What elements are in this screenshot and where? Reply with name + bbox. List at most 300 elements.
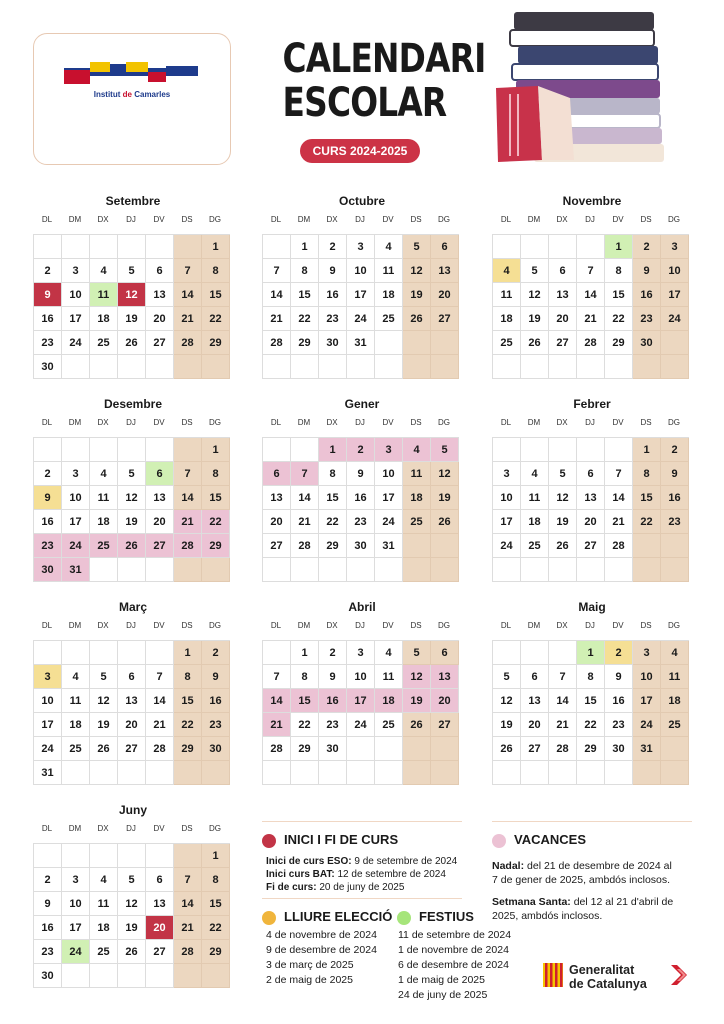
legend-lliure-title: LLIURE ELECCIÓ (262, 909, 392, 925)
empty-day-cell (577, 438, 605, 462)
day-cell: 30 (34, 558, 62, 582)
day-cell: 23 (34, 331, 62, 355)
empty-day-cell (34, 438, 62, 462)
day-cell: 31 (62, 558, 90, 582)
day-cell: 16 (34, 307, 62, 331)
day-cell: 26 (118, 940, 146, 964)
day-cell: 24 (375, 510, 403, 534)
weekday-label: DV (153, 215, 165, 224)
weekday-label: DM (297, 621, 311, 630)
empty-day-cell (661, 737, 689, 761)
day-cell: 1 (202, 235, 230, 259)
weekday-label: DG (438, 621, 450, 630)
empty-day-cell (375, 355, 403, 379)
empty-day-cell (90, 844, 118, 868)
weekday-label: DX (326, 215, 338, 224)
day-cell: 25 (403, 510, 431, 534)
empty-day-cell (661, 761, 689, 785)
day-cell: 22 (202, 510, 230, 534)
day-cell: 21 (577, 307, 605, 331)
weekday-label: DS (640, 215, 652, 224)
empty-day-cell (403, 331, 431, 355)
empty-day-cell (549, 235, 577, 259)
empty-day-cell (118, 438, 146, 462)
day-cell: 22 (174, 713, 202, 737)
weekday-header (33, 215, 233, 229)
month-calendar (262, 193, 462, 379)
empty-day-cell (493, 641, 521, 665)
day-cell: 26 (90, 737, 118, 761)
day-cell: 15 (174, 689, 202, 713)
day-cell: 26 (549, 534, 577, 558)
day-cell: 24 (347, 307, 375, 331)
day-cell: 22 (202, 307, 230, 331)
empty-day-cell (202, 964, 230, 988)
day-cell: 9 (34, 892, 62, 916)
day-cell: 28 (577, 331, 605, 355)
day-cell: 3 (661, 235, 689, 259)
day-cell: 27 (263, 534, 291, 558)
day-cell: 13 (146, 283, 174, 307)
empty-day-cell (403, 761, 431, 785)
empty-day-cell (605, 761, 633, 785)
day-cell: 3 (375, 438, 403, 462)
weekday-label: DS (410, 215, 422, 224)
day-cell: 17 (34, 713, 62, 737)
empty-day-cell (403, 355, 431, 379)
day-cell: 9 (661, 462, 689, 486)
month-calendar (33, 802, 233, 988)
day-cell: 2 (633, 235, 661, 259)
weekday-label: DG (438, 418, 450, 427)
weekday-label: DX (326, 621, 338, 630)
month-calendar (492, 193, 692, 379)
day-cell: 8 (291, 259, 319, 283)
day-cell: 3 (62, 259, 90, 283)
empty-day-cell (174, 558, 202, 582)
day-cell: 1 (202, 844, 230, 868)
weekday-label: DJ (126, 824, 136, 833)
day-cell: 30 (34, 355, 62, 379)
day-cell: 11 (90, 283, 118, 307)
day-cell: 2 (34, 462, 62, 486)
weekday-label: DJ (126, 621, 136, 630)
weekday-label: DX (556, 621, 568, 630)
day-cell: 17 (347, 283, 375, 307)
day-cell: 9 (202, 665, 230, 689)
weekday-label: DL (270, 621, 282, 630)
day-cell: 5 (90, 665, 118, 689)
month-calendar (33, 396, 233, 582)
legend-vacances-setmana-santa: Setmana Santa: del 12 al 21 d'abril de 2025, ambdós inclosos. (492, 896, 674, 922)
empty-day-cell (62, 641, 90, 665)
day-cell: 22 (291, 713, 319, 737)
empty-day-cell (493, 235, 521, 259)
empty-day-cell (521, 438, 549, 462)
day-cell: 3 (493, 462, 521, 486)
day-cell: 21 (263, 307, 291, 331)
day-cell: 13 (521, 689, 549, 713)
books-illustration (490, 10, 670, 166)
empty-day-cell (118, 964, 146, 988)
day-cell: 20 (146, 510, 174, 534)
day-cell: 21 (549, 713, 577, 737)
day-cell: 4 (90, 259, 118, 283)
weekday-header (492, 621, 692, 635)
day-cell: 7 (605, 462, 633, 486)
empty-day-cell (146, 844, 174, 868)
day-cell: 6 (146, 259, 174, 283)
day-cell: 21 (174, 510, 202, 534)
empty-day-cell (403, 534, 431, 558)
day-cell: 10 (62, 892, 90, 916)
month-calendar (262, 599, 462, 785)
day-cell: 26 (521, 331, 549, 355)
weekday-label: DV (153, 621, 165, 630)
day-cell: 30 (605, 737, 633, 761)
weekday-label: DL (41, 215, 53, 224)
day-cell: 13 (431, 259, 459, 283)
empty-day-cell (118, 235, 146, 259)
curs-dot-icon (262, 834, 276, 848)
day-cell: 25 (90, 534, 118, 558)
day-cell: 22 (577, 713, 605, 737)
weekday-label: DV (612, 418, 624, 427)
day-cell: 20 (521, 713, 549, 737)
day-cell: 10 (661, 259, 689, 283)
day-cell: 5 (521, 259, 549, 283)
empty-day-cell (431, 761, 459, 785)
day-cell: 29 (291, 737, 319, 761)
day-cell: 5 (493, 665, 521, 689)
empty-day-cell (90, 235, 118, 259)
day-cell: 22 (291, 307, 319, 331)
day-cell: 5 (118, 868, 146, 892)
day-cell: 7 (263, 665, 291, 689)
day-cell: 2 (319, 641, 347, 665)
empty-day-cell (431, 355, 459, 379)
weekday-label: DL (41, 824, 53, 833)
school-logo-graphic (64, 60, 198, 88)
legend-divider (492, 821, 692, 822)
day-cell: 15 (291, 283, 319, 307)
day-cell: 26 (118, 534, 146, 558)
day-cell: 19 (431, 486, 459, 510)
day-cell: 15 (577, 689, 605, 713)
weekday-label: DX (97, 824, 109, 833)
day-cell: 15 (605, 283, 633, 307)
weekday-label: DM (297, 418, 311, 427)
empty-day-cell (549, 641, 577, 665)
empty-day-cell (62, 235, 90, 259)
weekday-label: DG (209, 215, 221, 224)
day-cell: 26 (431, 510, 459, 534)
legend-divider (262, 821, 462, 822)
day-cell: 12 (403, 665, 431, 689)
day-cell: 11 (493, 283, 521, 307)
day-cell: 7 (174, 462, 202, 486)
day-cell: 16 (605, 689, 633, 713)
weekday-label: DX (97, 215, 109, 224)
empty-day-cell (62, 761, 90, 785)
empty-day-cell (146, 438, 174, 462)
day-cell: 29 (605, 331, 633, 355)
empty-day-cell (90, 761, 118, 785)
weekday-label: DM (527, 215, 541, 224)
day-cell: 17 (62, 510, 90, 534)
day-cell: 7 (549, 665, 577, 689)
legend-divider (262, 898, 462, 899)
empty-day-cell (431, 534, 459, 558)
day-cell: 4 (375, 235, 403, 259)
empty-day-cell (403, 558, 431, 582)
month-day-grid (33, 437, 230, 582)
weekday-label: DJ (585, 621, 595, 630)
day-cell: 28 (605, 534, 633, 558)
day-cell: 13 (431, 665, 459, 689)
day-cell: 13 (549, 283, 577, 307)
day-cell: 4 (62, 665, 90, 689)
day-cell: 18 (90, 307, 118, 331)
weekday-label: DS (410, 418, 422, 427)
day-cell: 20 (577, 510, 605, 534)
day-cell: 30 (34, 964, 62, 988)
weekday-label: DG (209, 418, 221, 427)
empty-day-cell (146, 235, 174, 259)
day-cell: 14 (146, 689, 174, 713)
day-cell: 19 (403, 283, 431, 307)
day-cell: 20 (549, 307, 577, 331)
weekday-label: DS (410, 621, 422, 630)
weekday-label: DV (382, 215, 394, 224)
empty-day-cell (34, 641, 62, 665)
empty-day-cell (577, 761, 605, 785)
empty-day-cell (146, 558, 174, 582)
empty-day-cell (174, 355, 202, 379)
empty-day-cell (431, 737, 459, 761)
day-cell: 27 (146, 534, 174, 558)
day-cell: 30 (347, 534, 375, 558)
day-cell: 2 (319, 235, 347, 259)
month-name: Maig (578, 600, 606, 614)
day-cell: 4 (375, 641, 403, 665)
day-cell: 9 (633, 259, 661, 283)
empty-day-cell (263, 438, 291, 462)
day-cell: 24 (34, 737, 62, 761)
page-title-line1: CALENDARI (282, 36, 486, 82)
day-cell: 30 (202, 737, 230, 761)
day-cell: 17 (493, 510, 521, 534)
day-cell: 27 (146, 331, 174, 355)
empty-day-cell (90, 964, 118, 988)
empty-day-cell (521, 558, 549, 582)
month-name: Març (118, 600, 147, 614)
legend-curs-text: Inici de curs ESO: 9 de setembre de 2024 Inici curs BAT: 12 de setembre de 2024 Fi de curs: 20 de juny de 2025 (266, 856, 458, 893)
day-cell: 23 (661, 510, 689, 534)
day-cell: 20 (118, 713, 146, 737)
day-cell: 19 (521, 307, 549, 331)
day-cell: 28 (174, 940, 202, 964)
day-cell: 10 (34, 689, 62, 713)
empty-day-cell (118, 355, 146, 379)
empty-day-cell (263, 641, 291, 665)
empty-day-cell (118, 558, 146, 582)
day-cell: 26 (493, 737, 521, 761)
empty-day-cell (431, 331, 459, 355)
generalitat-name: Generalitat de Catalunya (569, 963, 647, 991)
empty-day-cell (661, 355, 689, 379)
month-day-grid (492, 234, 689, 379)
day-cell: 11 (403, 462, 431, 486)
day-cell: 18 (62, 713, 90, 737)
day-cell: 5 (403, 235, 431, 259)
day-cell: 1 (291, 641, 319, 665)
day-cell: 26 (403, 713, 431, 737)
lliure-dot-icon (262, 911, 276, 925)
day-cell: 21 (174, 307, 202, 331)
day-cell: 10 (347, 665, 375, 689)
empty-day-cell (174, 438, 202, 462)
day-cell: 24 (62, 331, 90, 355)
empty-day-cell (633, 355, 661, 379)
day-cell: 27 (431, 713, 459, 737)
empty-day-cell (291, 438, 319, 462)
day-cell: 9 (319, 259, 347, 283)
day-cell: 1 (202, 438, 230, 462)
day-cell: 11 (90, 486, 118, 510)
empty-day-cell (146, 355, 174, 379)
day-cell: 28 (263, 737, 291, 761)
course-badge: CURS 2024-2025 (300, 139, 420, 163)
weekday-label: DG (668, 215, 680, 224)
generalitat-logo (543, 961, 703, 995)
empty-day-cell (661, 331, 689, 355)
day-cell: 1 (633, 438, 661, 462)
day-cell: 21 (146, 713, 174, 737)
day-cell: 11 (375, 259, 403, 283)
day-cell: 29 (202, 940, 230, 964)
day-cell: 11 (661, 665, 689, 689)
day-cell: 15 (202, 283, 230, 307)
day-cell: 18 (661, 689, 689, 713)
empty-day-cell (62, 964, 90, 988)
month-calendar (492, 599, 692, 785)
day-cell: 25 (90, 331, 118, 355)
empty-day-cell (661, 534, 689, 558)
empty-day-cell (118, 641, 146, 665)
empty-day-cell (34, 235, 62, 259)
day-cell: 8 (202, 868, 230, 892)
day-cell: 24 (62, 940, 90, 964)
day-cell: 6 (146, 462, 174, 486)
day-cell: 12 (118, 486, 146, 510)
day-cell: 22 (605, 307, 633, 331)
day-cell: 25 (90, 940, 118, 964)
month-name: Febrer (573, 397, 611, 411)
day-cell: 11 (62, 689, 90, 713)
day-cell: 6 (431, 641, 459, 665)
day-cell: 18 (493, 307, 521, 331)
day-cell: 11 (375, 665, 403, 689)
day-cell: 7 (174, 868, 202, 892)
weekday-label: DL (41, 621, 53, 630)
weekday-label: DV (612, 621, 624, 630)
month-day-grid (262, 640, 459, 785)
day-cell: 17 (62, 916, 90, 940)
day-cell: 18 (90, 916, 118, 940)
day-cell: 14 (263, 689, 291, 713)
month-day-grid (262, 234, 459, 379)
day-cell: 25 (375, 713, 403, 737)
day-cell: 15 (291, 689, 319, 713)
empty-day-cell (549, 761, 577, 785)
day-cell: 14 (174, 892, 202, 916)
weekday-label: DX (97, 418, 109, 427)
day-cell: 25 (375, 307, 403, 331)
legend-curs-title: INICI I FI DE CURS (262, 832, 398, 848)
empty-day-cell (291, 761, 319, 785)
day-cell: 17 (375, 486, 403, 510)
empty-day-cell (90, 438, 118, 462)
empty-day-cell (493, 558, 521, 582)
empty-day-cell (549, 438, 577, 462)
weekday-label: DG (209, 621, 221, 630)
day-cell: 14 (291, 486, 319, 510)
month-day-grid (33, 843, 230, 988)
day-cell: 14 (605, 486, 633, 510)
day-cell: 15 (319, 486, 347, 510)
day-cell: 6 (431, 235, 459, 259)
empty-day-cell (319, 558, 347, 582)
day-cell: 24 (661, 307, 689, 331)
weekday-label: DL (500, 418, 512, 427)
day-cell: 19 (118, 916, 146, 940)
weekday-label: DS (181, 215, 193, 224)
day-cell: 5 (431, 438, 459, 462)
empty-day-cell (62, 355, 90, 379)
day-cell: 23 (34, 534, 62, 558)
empty-day-cell (174, 235, 202, 259)
empty-day-cell (347, 737, 375, 761)
month-name: Juny (118, 803, 147, 817)
empty-day-cell (202, 558, 230, 582)
empty-day-cell (118, 761, 146, 785)
empty-day-cell (521, 355, 549, 379)
weekday-label: DJ (355, 215, 365, 224)
day-cell: 2 (34, 259, 62, 283)
day-cell: 22 (202, 916, 230, 940)
day-cell: 22 (633, 510, 661, 534)
weekday-label: DS (640, 621, 652, 630)
day-cell: 5 (118, 462, 146, 486)
day-cell: 10 (347, 259, 375, 283)
empty-day-cell (202, 355, 230, 379)
weekday-label: DL (500, 215, 512, 224)
day-cell: 20 (431, 283, 459, 307)
day-cell: 10 (375, 462, 403, 486)
month-calendar (33, 599, 233, 785)
day-cell: 16 (34, 510, 62, 534)
day-cell: 29 (202, 331, 230, 355)
month-day-grid (262, 437, 459, 582)
day-cell: 14 (263, 283, 291, 307)
empty-day-cell (661, 558, 689, 582)
month-day-grid (33, 234, 230, 379)
day-cell: 2 (605, 641, 633, 665)
day-cell: 29 (291, 331, 319, 355)
empty-day-cell (375, 761, 403, 785)
day-cell: 10 (62, 486, 90, 510)
